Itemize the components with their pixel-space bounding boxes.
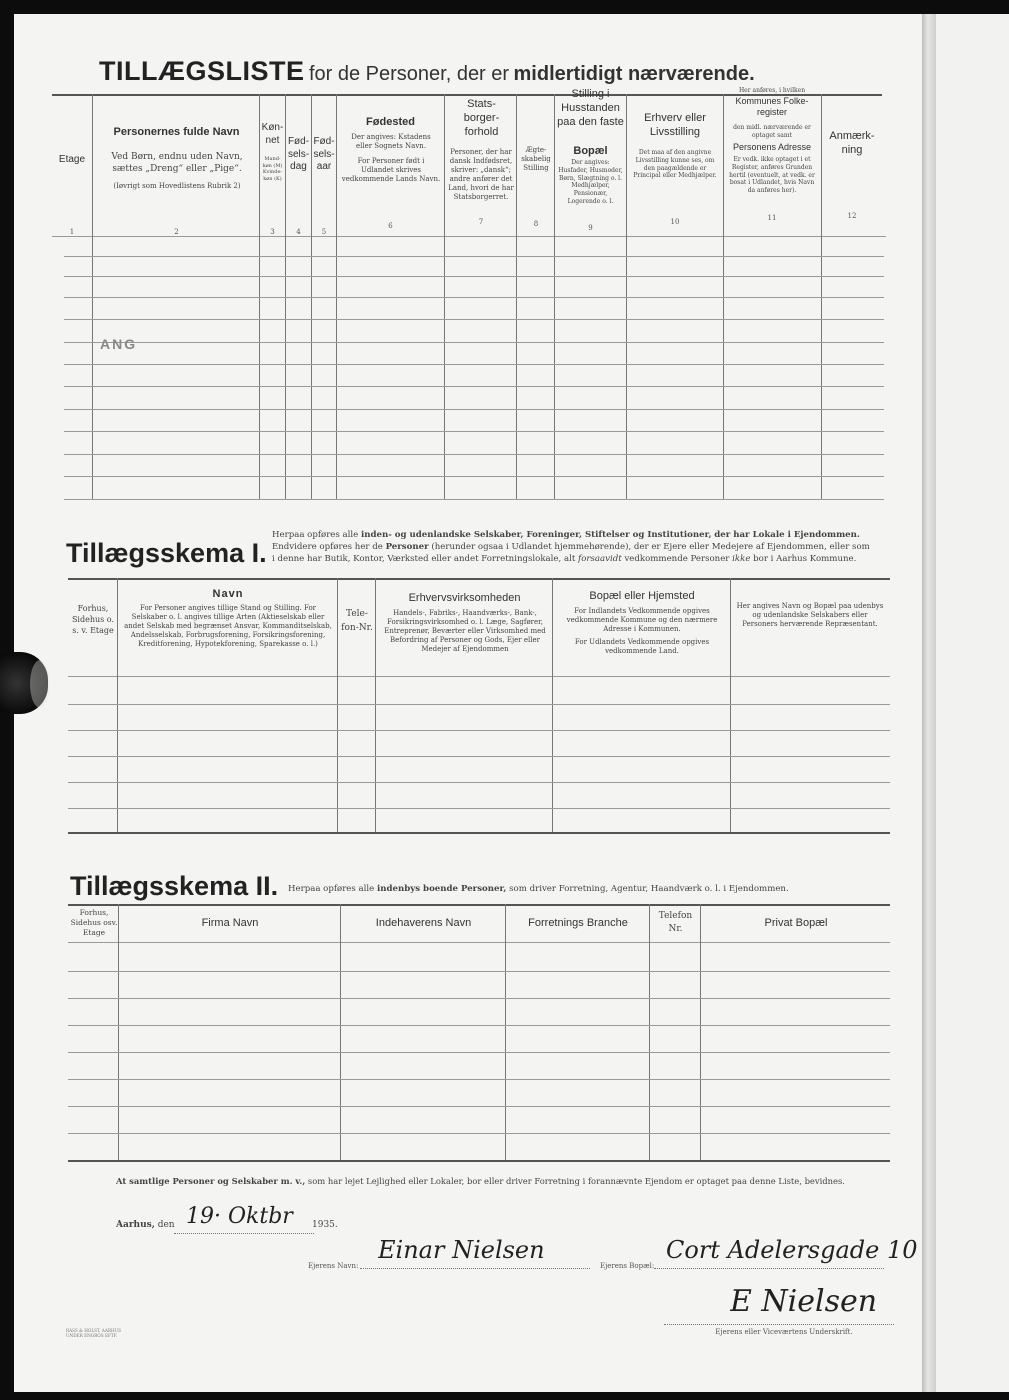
book-gutter (922, 14, 936, 1392)
col-number-4: 4 (296, 228, 301, 236)
owner-address-handwritten: Cort Adelersgade 10 (666, 1236, 918, 1264)
col-number-5: 5 (321, 228, 327, 236)
schema-2-description: Herpaa opføres alle indenbys boende Personer, som driver Forretning, Agentur, Haandværk o. l. i Ejendommen. (288, 884, 789, 894)
schema-1-col-telefon: Tele-fon-Nr. (341, 609, 373, 633)
col-address-note: Er vedk. ikke optaget i et Register, anføres Grunden hertil (eventuelt, at vedk. er bosat i Udlandet, hvis Navn da anføres her). (729, 156, 815, 195)
title-sub-a: for de Personer, der er (308, 63, 510, 85)
form-page (14, 14, 922, 1392)
schema-1-col-representative: Her angives Navn og Bopæl paa udenbys og udenlandske Selskabers eller Personers herværende Repræsentant. (736, 602, 884, 629)
schema-2-col-telefon: Telefon Nr. (658, 911, 693, 934)
col-household-note: Der angives: Husfader, Husmoder, Børn, Slægtning o. l. Medhjælper, Pensionær, Logerende o. l. (558, 159, 623, 205)
owner-signature: E Nielsen (730, 1284, 878, 1319)
col-birthplace-header: Fødested (366, 116, 415, 128)
col-number-3: 3 (270, 228, 275, 236)
schema-1-col-bopael-note1: For Indlandets Vedkommende opgives vedkommende Kommune og den nærmere Adresse i Kommunen. (566, 607, 718, 634)
schema-1-title: Tillægsskema I. (66, 538, 267, 568)
col-gender-header: Køn-net (261, 122, 284, 146)
col-remarks-header: Anmærk-ning (829, 130, 875, 156)
col-number-10: 10 (670, 218, 680, 226)
col-etage-header: Etage (58, 154, 86, 165)
col-occupation-header: Erhverv eller Livsstilling (644, 112, 706, 138)
col-occupation-note: Det maa af den angivne Livsstilling kunne ses, om den paagældende er Principal eller Medhjælper. (633, 149, 717, 180)
col-gender-note: Mand-køn (M) Kvinde-køn (K) (262, 156, 283, 182)
owner-address-label: Ejerens Bopæl: (600, 1262, 655, 1270)
col-number-7: 7 (478, 218, 484, 226)
col-number-2: 2 (174, 228, 179, 236)
schema-2-col-branche: Forretnings Branche (528, 917, 628, 929)
col-name-note2: (Iøvrigt som Hovedlistens Rubrik 2) (113, 182, 241, 190)
signature-label: Ejerens eller Viceværtens Underskrift. (715, 1328, 853, 1336)
title-main: TILLÆGSLISTE (99, 56, 305, 86)
col-address-pre3: den midl. nærværende er optaget samt (733, 124, 811, 139)
schema-1-col-erhverv: Erhvervsvirksomheden (408, 592, 521, 604)
col-citizenship-note: Personer, der har dansk Indfødsret, skriver: „dansk“; andre anfører det Land, hvori de har Statsborgerret. (448, 148, 514, 202)
year-label: 1935. (312, 1220, 338, 1230)
schema-1-col-bopael-note2: For Udlandets Vedkommende opgives vedkommende Land. (574, 638, 710, 656)
schema-1-col-navn-note: For Personer angives tillige Stand og Stilling. For Selskaber o. l. angives tillige Arten (Aktieselskab eller andet Selskab med begrænset Ansvar, Kommanditselskab, Andelsselskab, Forbrugsforening, Forsikringsforening, Kreditforening, Hypotekforening, Sparekasse o. l.) (124, 604, 332, 649)
schema-1-col-erhverv-note: Handels-, Fabriks-, Haandværks-, Bank-, Forsikringsvirksomhed o. l. Læge, Sagfører, Entreprenør, Beværter eller Virksomhed med Befordring af Personer og Gods, Ejer eller Medejer af Ejendommen (384, 609, 546, 654)
schema-1-description: Herpaa opføres alle inden- og udenlandske Selskaber, Foreninger, Stiftelser og Institutioner, der har Lokale i Ejendommen. Endvidere opføres her de Personer (herunder ogsaa i Udlandet hjemmehørende), der er Ejere eller Medejere af Ejendommen, eller som i denne har Butik, Kontor, Værksted eller andet Forretningslokale, alt forsaavidt vedkommende Personer ikke bor i Aarhus Kommune. (272, 530, 870, 565)
col-name-note: Ved Børn, endnu uden Navn, sættes „Dreng“ eller „Pige“. (111, 152, 243, 174)
schema-1-col-etage: Forhus, Sidehus o. s. v. Etage (71, 604, 115, 635)
col-marital-header: Ægte-skabelig Stilling (521, 146, 551, 173)
col-address-pre: Her anføres, i hvilken (738, 87, 806, 94)
col-address-pre2: Kommunes Folke-register (735, 96, 809, 118)
schema-2-col-etage: Forhus, Sidehus osv. Etage (70, 908, 118, 937)
col-birthplace-note: Der angives: Kstadens eller Sognets Navn. (351, 133, 431, 151)
col-household-title2: Bopæl (573, 145, 608, 157)
printer-mark: RASS & HOLST, AARHUS UNDER ENGROS EFTF. (66, 1328, 122, 1339)
owner-name-handwritten: Einar Nielsen (378, 1236, 545, 1264)
col-number-8: 8 (533, 220, 539, 228)
col-birthyear-header: Fød-sels-aar (313, 136, 335, 172)
col-number-6: 6 (388, 222, 393, 230)
col-address-header: Personens Adresse (732, 142, 812, 152)
schema-2-col-indehaver: Indehaverens Navn (375, 917, 472, 929)
col-birthday-header: Fød-sels-dag (287, 136, 310, 172)
schema-1-col-bopael: Bopæl eller Hjemsted (589, 590, 695, 602)
col-birthplace-note2: For Personer født i Udlandet skrives vedkommende Lands Navn. (341, 157, 441, 184)
col-name-header: Personernes fulde Navn (113, 126, 240, 138)
date-handwritten: 19· Oktbr (186, 1204, 293, 1229)
col-household-header: Stilling i Husstanden paa den faste (557, 88, 624, 128)
schema-1-col-navn: Navn (212, 588, 244, 600)
col-number-12: 12 (847, 212, 857, 220)
entry-mark: ANG (100, 336, 138, 352)
schema-2-title: Tillægsskema II. (70, 871, 279, 901)
col-citizenship-header: Stats-borger-forhold (463, 98, 500, 138)
schema-2-col-firma: Firma Navn (201, 917, 259, 929)
certification-text: At samtlige Personer og Selskaber m. v., som har lejet Lejlighed eller Lokaler, bor eller driver Forretning i forannævnte Ejendom er optaget paa denne Liste, bevidnes. (116, 1176, 845, 1186)
col-number-11: 11 (767, 214, 777, 222)
col-number-9: 9 (588, 224, 593, 232)
owner-name-label: Ejerens Navn: (308, 1262, 359, 1270)
city-label: Aarhus, den (116, 1220, 175, 1230)
col-number-1: 1 (69, 228, 75, 236)
schema-2-col-bopael: Privat Bopæl (764, 917, 828, 929)
title-sub-b: midlertidigt nærværende. (513, 63, 755, 85)
thumb-nail-highlight (30, 660, 50, 708)
adjacent-page (936, 14, 1009, 1392)
